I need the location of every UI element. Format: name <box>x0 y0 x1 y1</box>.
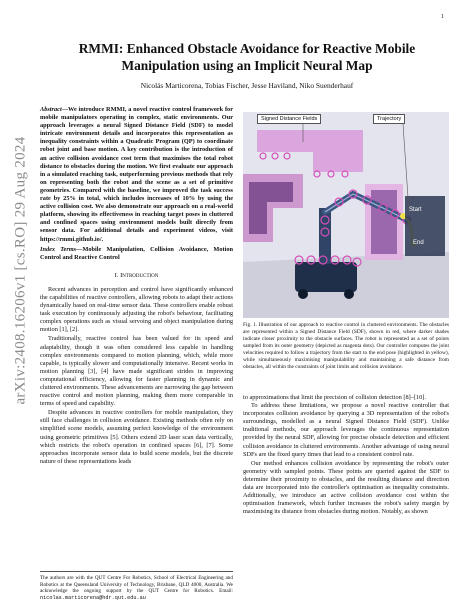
left-column <box>40 106 233 467</box>
right-paragraph-2: To address these limitations, we propose a novel reactive controller that incorporates collision avoidance by querying a 3D representation of the robot's surroundings, modelled as a neural Signed Distance Field (SDF). Unlike traditional methods, our approach leverages the continuous representation provided by the neural SDF, allowing for precise obstacle detection and efficient collision avoidance in cluttered environments. Another advantage of using neural SDFs are the fixed query times that lead to a consistent control rate. <box>243 402 449 458</box>
index-terms <box>40 246 233 262</box>
intro-paragraph-1: Recent advances in perception and control have significantly enhanced the capabilities of reactive controllers, allowing robots to adapt their actions dynamically based on real-time sensor data. These controllers enable robust task execution by continuously adjusting the robot's behaviour, facilitating complex operations such as visual servoing and object manipulation during motion [1], [2]. <box>40 285 233 334</box>
abstract <box>40 106 233 244</box>
figure-label-trajectory: Trajectory <box>373 114 405 124</box>
abstract-text: —We introduce RMMI, a novel reactive control framework for mobile manipulators operating in complex, static environments. Our approach leverages a neural Signed Distance Field (SDF) to model intricate environment details and incorporates this representation as inequality constraints within a Quadratic Program (QP) to coordinate robot joint and base motion. A key contribution is the introduction of an active collision avoidance cost term that maximises the total robot distance to obstacles during the motion. We first evaluate our approach in a simulated reaching task, outperforming previous methods that rely on representing both the robot and the scene as a set of primitive geometries. Compared with the baseline, we improved the task success rate by 25% in total, which includes increases of 10% by using the active collision cost. We also demonstrate our approach on a real-world platform, showing its effectiveness in reaching target poses in cluttered and confined spaces using environment models built directly from sensor data. For additional details and experiment videos, visit https://rmmi.github.io/. <box>40 106 233 243</box>
footnote <box>40 571 233 601</box>
figure-illustration <box>243 112 449 318</box>
figure-label-end: End <box>413 240 424 246</box>
paper-title: RMMI: Enhanced Obstacle Avoidance for Reactive Mobile Manipulation using an Implicit Neural Map <box>78 41 416 73</box>
footnote-email: nicolas.marticorena@hdr.qut.edu.au <box>40 594 146 601</box>
abstract-label: Abstract <box>40 106 62 113</box>
footnote-text: The authors are with the QUT Centre For Robotics, School of Electrical Engineering and Robotics at the Queensland University of Technology, Brisbane, QLD 4000, Australia. We acknowledge the ongoing support by the QUT Centre for Robotics. Email: <box>40 575 233 595</box>
intro-paragraph-2: Traditionally, reactive control has been valued for its speed and adaptability, though it was often considered less capable in handling complex environments compared to motion planning, which, while more capable, is typically slower and computationally intensive. Recent works in motion planning [3], [4] have made significant strides in improving computational efficiency, allowing for faster planning in dynamic and cluttered environments. These advancements are narrowing the gap between reactive control and motion planning, making them more comparable in terms of speed and capability. <box>40 335 233 408</box>
goal-region <box>405 196 445 256</box>
page-number: 1 <box>441 14 444 20</box>
right-paragraph-1: to approximations that limit the precision of collision detection [8]–[10]. <box>243 394 426 401</box>
robot-base <box>295 262 357 292</box>
figure-caption: Fig. 1. Illustration of our approach to reactive control in cluttered environments. The obstacles are represented within a Signed Distance Field (SDF), shown in red, where darker shades indicate closer proximity to the obstacle surfaces. The robot is represented as a set of points sampled from its outer geometry (depicted as magenta dots). Our controller computes the joint velocities required to follow a trajectory from the start to the end pose (highlighted in yellow), while simultaneously maximising manipulability and maintaining a safe distance from obstacles, all within the constraints of joint limits and collision avoidance. <box>243 322 449 370</box>
figure-label-sdf: Signed Distance Fields <box>257 114 321 124</box>
robot-wheel-right <box>344 289 354 299</box>
arxiv-stamp <box>6 60 36 480</box>
figure-label-start: Start <box>409 207 422 213</box>
figure-1 <box>243 112 449 318</box>
index-terms-label: Index Terms <box>40 245 77 253</box>
section-heading: I. Introduction <box>114 271 159 279</box>
sdf-obstacle-right-core <box>371 190 397 254</box>
intro-paragraph-3: Despite advances in reactive controllers for mobile manipulation, they still face challenges in collision avoidance. Existing methods often rely on simplified scene models, assuming perfect knowledge of the environment using geometric primitives [5]. Others extend 2D laser scan data vertically, which restricts the robot's operation in confined spaces [6], [7]. Some approaches incorporate sensor data to build scene models, but the discrete nature of these representations leads <box>40 409 233 465</box>
arxiv-stamp-text: arXiv:2408.16206v1 [cs.RO] 29 Aug 2024 <box>12 135 29 405</box>
right-paragraph-3: Our method enhances collision avoidance by representing the robot's outer geometry with sampled points. These points are queried against the SDF to determine their proximity to obstacles, and the resulting distance and direction data are incorporated into the controller's optimisation as inequality constraints. Additionally, we introduce an active collision avoidance cost within the optimisation framework, which further increases the robot's safety margin by maximising its distance from obstacles during motion. Notably, as shown <box>243 459 449 516</box>
index-terms-text: —Mobile Manipulation, Collision Avoidance, Motion Control and Reactive Control <box>40 245 234 261</box>
authors: Nicolás Marticorena, Tobias Fischer, Jesse Haviland, Niko Suenderhauf <box>140 81 354 90</box>
right-column <box>243 394 449 517</box>
robot-wheel-left <box>298 289 308 299</box>
